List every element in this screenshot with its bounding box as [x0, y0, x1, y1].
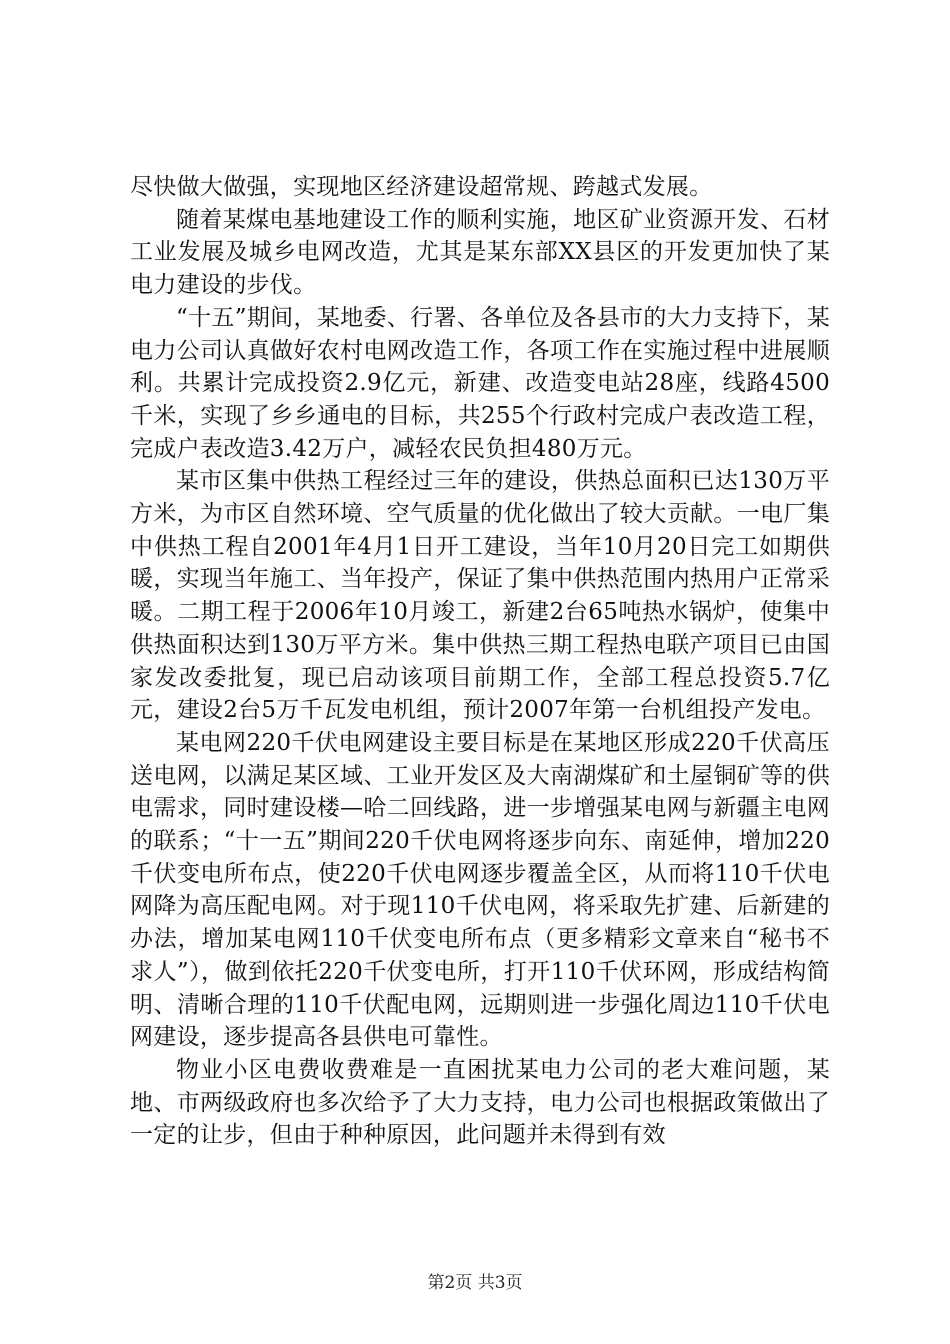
page-number-footer: 第2页 共3页 — [427, 1273, 523, 1293]
paragraph: 某电网220千伏电网建设主要目标是在某地区形成220千伏高压送电网，以满足某区域、工业开发区及大南湖煤矿和土屋铜矿等的供电需求，同时建设楼—哈二回线路，进一步增强某电网与新疆主电网的联系；“十一五”期间220千伏电网将逐步向东、南延伸，增加220千伏变电所布点，使220千伏电网逐步覆盖全区，从而将110千伏电网降为高压配电网。对于现110千伏电网，将采取先扩建、后新建的办法，增加某电网110千伏变电所布点（更多精彩文章来自“秘书不求人”），做到依托220千伏变电所，打开110千伏环网，形成结构简明、清晰合理的110千伏配电网，远期则进一步强化周边110千伏电网建设，逐步提高各县供电可靠性。 — [130, 729, 830, 1051]
paragraph-continuation: 尽快做大做强，实现地区经济建设超常规、跨越式发展。 — [130, 174, 713, 200]
paragraph: 某市区集中供热工程经过三年的建设，供热总面积已达130万平方米，为市区自然环境、空气质量的优化做出了较大贡献。一电厂集中供热工程自2001年4月1日开工建设，当年10月20日完工如期供暖，实现当年施工、当年投产，保证了集中供热范围内热用户正常采暖。二期工程于2006年10月竣工，新建2台65吨热水锅炉，使集中供热面积达到130万平方米。集中供热三期工程热电联产项目已由国家发改委批复，现已启动该项目前期工作，全部工程总投资5.7亿元，建设2台5万千瓦发电机组，预计2007年第一台机组投产发电。 — [130, 468, 830, 724]
body-text — [130, 171, 830, 1152]
paragraph: 随着某煤电基地建设工作的顺利实施，地区矿业资源开发、石材工业发展及城乡电网改造，尤其是某东部XX县区的开发更加快了某电力建设的步伐。 — [130, 206, 830, 299]
paragraph: “十五”期间，某地委、行署、各单位及各县市的大力支持下，某电力公司认真做好农村电网改造工作，各项工作在实施过程中进展顺利。共累计完成投资2.9亿元，新建、改造变电站28座，线路4500千米，实现了乡乡通电的目标，共255个行政村完成户表改造工程，完成户表改造3.42万户，减轻农民负担480万元。 — [130, 304, 830, 462]
paragraph: 物业小区电费收费难是一直困扰某电力公司的老大难问题，某地、市两级政府也多次给予了大力支持，电力公司也根据政策做出了一定的让步，但由于种种原因，此问题并未得到有效 — [130, 1056, 830, 1149]
